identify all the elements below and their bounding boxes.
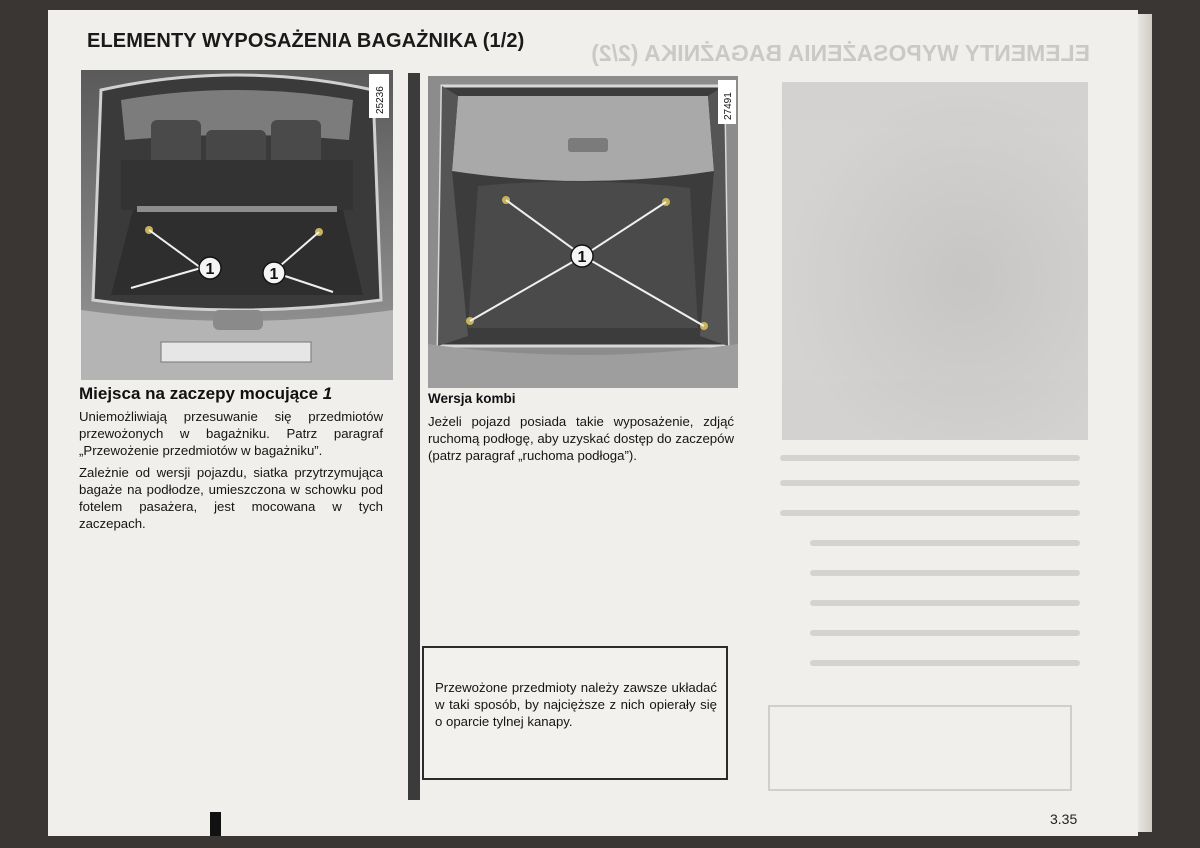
page-edge (1138, 14, 1152, 832)
bleed-title: ELEMENTY WYPOSAŻENIA BAGAŻNIKA (2/2) (591, 40, 1090, 66)
photo-reference-code: 25236 (375, 86, 386, 114)
paragraph: Zależnie od wersji pojazdu, siatka przytrzymująca bagaże na podłodze, umieszczona w schowku pod fotelem pasażera, jest mocowana w tych zaczepach. (79, 465, 383, 531)
page-title: ELEMENTY WYPOSAŻENIA BAGAŻNIKA (1/2) (87, 30, 525, 52)
section-heading-text: Miejsca na zaczepy mocujące (79, 384, 319, 403)
callout-label: 1 (205, 261, 215, 278)
section-heading-estate-version: Wersja kombi (428, 391, 516, 406)
section-heading-anchor-points (79, 384, 332, 404)
callout-marker (199, 257, 221, 279)
notice-text: Przewożone przedmioty należy zawsze układać w taki sposób, by najcięższe z nich opierały się o oparcie tylnej kanapy. (435, 680, 717, 729)
chapter-tab-marker (210, 812, 221, 836)
trunk-photo-estate (428, 76, 738, 388)
right-section-body (428, 413, 734, 469)
column-divider-bar (408, 73, 420, 800)
callout-label: 1 (269, 266, 279, 283)
page-number: 3.35 (1050, 811, 1078, 827)
notice-box (422, 646, 728, 780)
callout-marker (571, 245, 593, 267)
section-heading-number: 1 (322, 384, 333, 403)
callout-label: 1 (577, 249, 587, 266)
left-section-body (79, 408, 383, 537)
paragraph: Uniemożliwiają przesuwanie się przedmiotów przewożonych w bagażniku. Patrz paragraf „Przewożenie przedmiotów w bagażniku”. (79, 409, 383, 458)
paragraph: Jeżeli pojazd posiada takie wyposażenie, zdjąć ruchomą podłogę, aby uzyskać dostęp do zaczepów (patrz paragraf „ruchoma podłoga”). (428, 414, 734, 463)
photo-reference-code: 27491 (723, 92, 734, 120)
trunk-photo-hatchback (81, 70, 393, 380)
callout-marker (263, 262, 285, 284)
